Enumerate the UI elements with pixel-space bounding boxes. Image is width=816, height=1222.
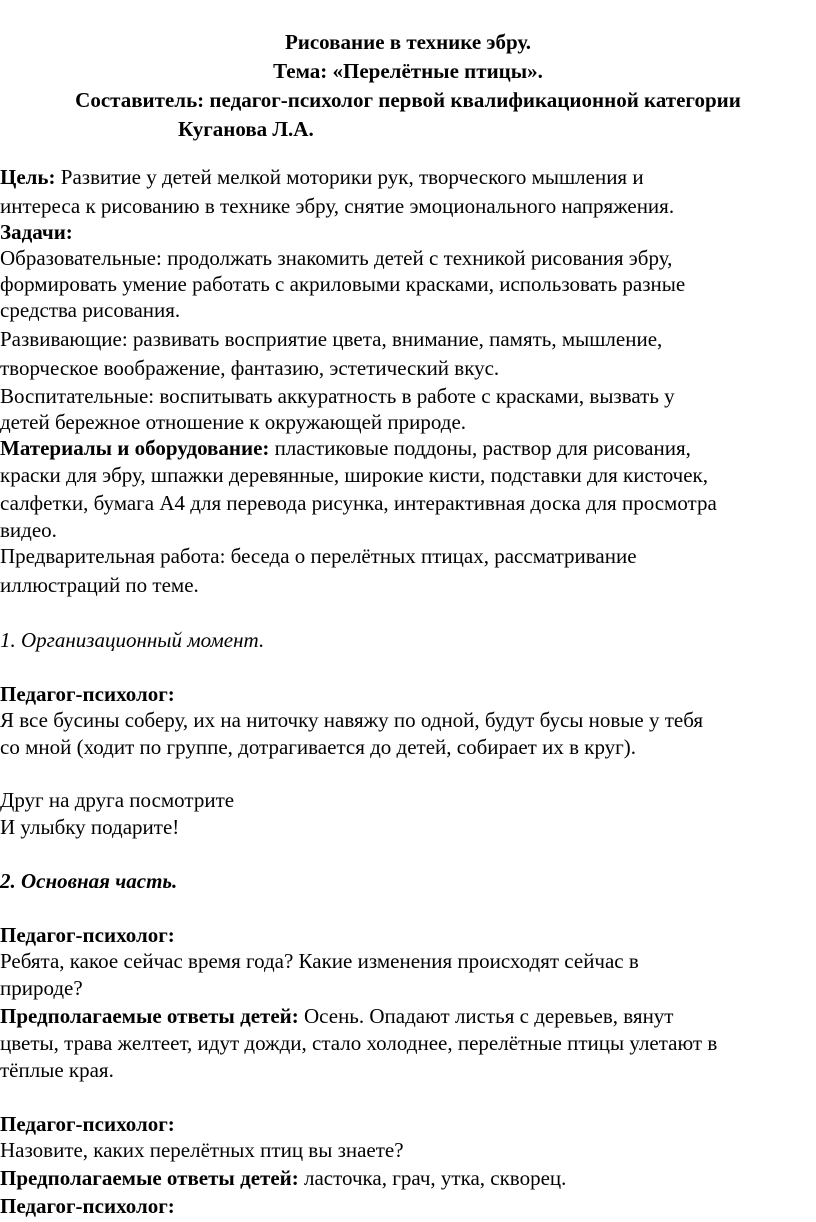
answers-text-cont: тёплые края.: [0, 1058, 114, 1082]
answers-label: Предполагаемые ответы детей:: [0, 1004, 299, 1028]
author-name: Куганова Л.А.: [178, 117, 314, 141]
goal-text: Развитие у детей мелкой моторики рук, творческого мышления и: [55, 165, 644, 189]
document-title: Рисование в технике эбру.: [284, 30, 532, 54]
speech-text: Я все бусины соберу, их на ниточку навяжу по одной, будут бусы новые у тебя: [0, 708, 704, 732]
answers-paragraph: [0, 1003, 674, 1029]
speech-text-cont: со мной (ходит по группе, дотрагивается до детей, собирает их в круг).: [0, 735, 637, 759]
tasks-developing: Развивающие: развивать восприятие цвета, внимание, память, мышление,: [0, 327, 663, 351]
materials-text-cont: салфетки, бумага А4 для перевода рисунка, интерактивная доска для просмотра: [0, 491, 717, 515]
document-theme: Тема: «Перелётные птицы».: [273, 59, 543, 83]
speaker-label: Педагог-психолог:: [0, 1194, 175, 1218]
answers-text: ласточка, грач, утка, скворец.: [298, 1166, 567, 1190]
answers-paragraph: [0, 1165, 566, 1191]
tasks-educational: Образовательные: продолжать знакомить детей с техникой рисования эбру,: [0, 246, 673, 270]
question-text-cont: природе?: [0, 976, 83, 1000]
section-2-title: 2. Основная часть.: [0, 869, 178, 893]
tasks-educational-cont: формировать умение работать с акриловыми красками, использовать разные: [0, 272, 686, 296]
question-text: Ребята, какое сейчас время года? Какие изменения происходят сейчас в: [0, 949, 639, 973]
question-text: Назовите, каких перелётных птиц вы знаете?: [0, 1138, 404, 1162]
tasks-label: Задачи:: [0, 220, 73, 244]
answers-text-cont: цветы, трава желтеет, идут дожди, стало холоднее, перелётные птицы улетают в: [0, 1031, 718, 1055]
materials-text-cont: краски для эбру, шпажки деревянные, широкие кисти, подставки для кисточек,: [0, 463, 709, 487]
materials-text: пластиковые поддоны, раствор для рисования,: [269, 436, 691, 460]
answers-text: Осень. Опадают листья с деревьев, вянут: [298, 1004, 674, 1028]
tasks-developing-cont: творческое воображение, фантазию, эстетический вкус.: [0, 356, 500, 380]
preparation-paragraph: Предварительная работа: беседа о перелётных птицах, рассматривание: [0, 544, 637, 568]
section-1-title: 1. Организационный момент.: [0, 628, 265, 652]
answers-label: Предполагаемые ответы детей:: [0, 1166, 299, 1190]
goal-label: Цель:: [0, 165, 56, 189]
author-line: Составитель: педагог-психолог первой квалификационной категории: [75, 88, 741, 112]
materials-text-cont: видео.: [0, 518, 57, 542]
tasks-upbringing-cont: детей бережное отношение к окружающей природе.: [0, 410, 467, 434]
tasks-educational-cont: средства рисования.: [0, 298, 181, 322]
materials-label: Материалы и оборудование:: [0, 436, 270, 460]
materials-paragraph: [0, 435, 691, 461]
speaker-label: Педагог-психолог:: [0, 1112, 175, 1136]
speaker-label: Педагог-психолог:: [0, 682, 175, 706]
goal-paragraph: [0, 164, 644, 190]
poem-line: И улыбку подарите!: [0, 815, 180, 839]
speaker-label: Педагог-психолог:: [0, 923, 175, 947]
poem-line: Друг на друга посмотрите: [0, 788, 235, 812]
goal-text-cont: интереса к рисованию в технике эбру, снятие эмоционального напряжения.: [0, 194, 675, 218]
preparation-paragraph-cont: иллюстраций по теме.: [0, 573, 199, 597]
tasks-upbringing: Воспитательные: воспитывать аккуратность в работе с красками, вызвать у: [0, 384, 675, 408]
